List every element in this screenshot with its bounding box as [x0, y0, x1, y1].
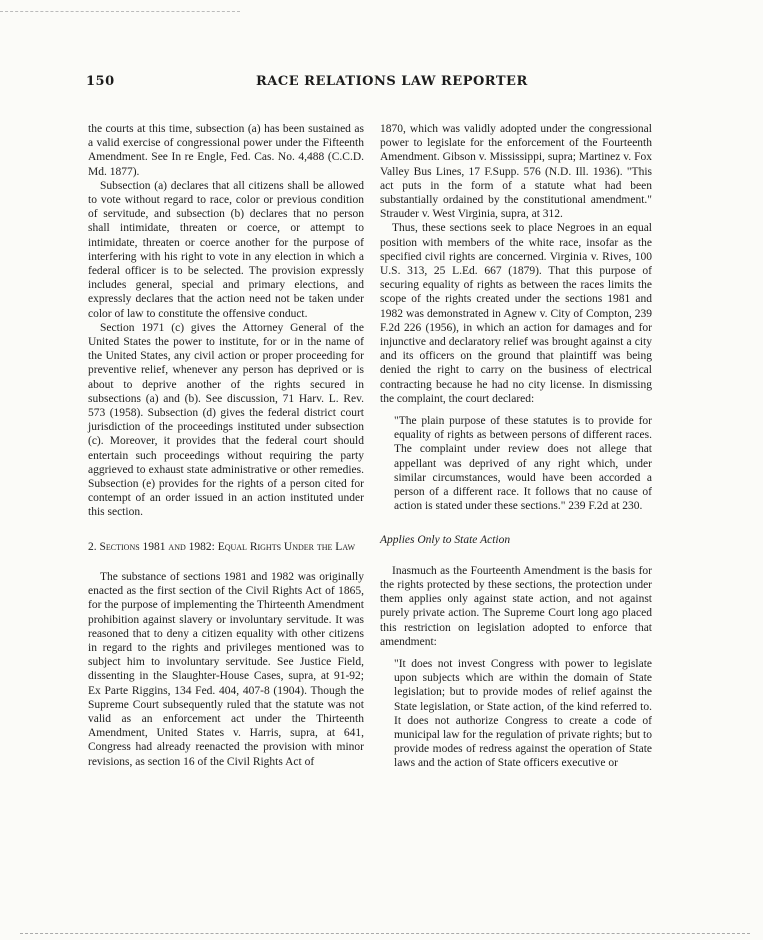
- left-paragraph-3: Section 1971 (c) gives the Attorney General of the United States the power to institute, for or in the name of the United States, any civil action or proper proceeding for preventive relief, whenever any person has deprived or is about to deprive another of the rights secured in subsections (a) and (b). See discussion, 71 Harv. L. Rev. 573 (1958). Subsection (d) gives the federal district court jurisdiction of the proceedings instituted under subsection (c). Moreover, it provides that the federal court should entertain such proceedings without requiring the party aggrieved to exhaust state administrative or other remedies. Subsection (e) provides for the rights of a person cited for contempt of an order issued in an action instituted under this section.: [88, 321, 364, 519]
- bottom-scan-rule: [20, 933, 750, 934]
- right-paragraph-1: 1870, which was validly adopted under the congressional power to legislate for the enforcement of the Fourteenth Amendment. Gibson v. Mississippi, supra; Martinez v. Fox Valley Bus Lines, 17 F.Supp. 576 (N.D. Ill. 1936). "This act puts in the form of a statute what had been substantially ordained by the constitutional amendment." Strauder v. West Virginia, supra, at 312.: [380, 123, 652, 221]
- right-paragraph-3: Inasmuch as the Fourteenth Amendment is the basis for the rights protected by these sections, the protection under them applies only against state action, and not against purely private action. The Supreme Court long ago placed this restriction on legislation adopted to enforce that amendment:: [380, 564, 652, 648]
- left-column: [88, 122, 364, 769]
- page-number: 150: [86, 74, 115, 89]
- left-paragraph-4: The substance of sections 1981 and 1982 was originally enacted as the first section of the Civil Rights Act of 1865, for the purpose of implementing the Thirteenth Amendment prohibition against slavery or involuntary servitude. It was reasoned that to deny a citizen equality with other citizens in regard to the rights and privileges mentioned was to subject him to involuntary servitude. See Justice Field, dissenting in the Slaughter-House Cases, supra, at 91-92; Ex Parte Riggins, 134 Fed. 404, 407-8 (1904). Though the Supreme Court subsequently ruled that the statute was not valid as an enforcement act under the Thirteenth Amendment, United States v. Harris, supra, at 641, Congress had already reenacted the provision with minor revisions, as section 16 of the Civil Rights Act of: [88, 570, 364, 768]
- subheading: Applies Only to State Action: [380, 534, 511, 547]
- right-column: [380, 122, 652, 781]
- running-title: RACE RELATIONS LAW REPORTER: [256, 74, 528, 89]
- section-heading: 2. Sections 1981 and 1982: Equal Rights Under the Law: [88, 540, 356, 553]
- block-quote-2: "It does not invest Congress with power to legislate upon subjects which are within the domain of State legislation; but to provide modes of relief against the State legislation, or State action, of the kind referred to. It does not authorize Congress to create a code of municipal law for the regulation of private rights; but to provide modes of redress against the operation of State laws and the action of State officers executive or: [394, 657, 652, 770]
- page-header: [86, 74, 686, 94]
- left-paragraph-2: Subsection (a) declares that all citizens shall be allowed to vote without regard to race, color or previous condition of servitude, and subsection (b) declares that no person shall intimidate, threaten or coerce, or attempt to intimidate, threaten or coerce another for the purpose of interfering with his right to vote in any election in which a federal officer is to be selected. The provision expressly includes general, special and primary elections, and expressly declares that the action need not be taken under color of law to constitute the offensive conduct.: [88, 179, 364, 320]
- block-quote-1: "The plain purpose of these statutes is to provide for equality of rights as between persons of different races. The complaint under review does not allege that appellant was deprived of any right which, under similar circumstances, would have been accorded a person of a different race. It follows that no cause of action is stated under these sections." 239 F.2d at 230.: [394, 415, 652, 513]
- left-paragraph-1: the courts at this time, subsection (a) has been sustained as a valid exercise of congressional power under the Fifteenth Amendment. See In re Engle, Fed. Cas. No. 4,488 (C.C.D. Md. 1877).: [88, 123, 364, 178]
- top-scan-rule: [0, 11, 240, 12]
- right-paragraph-2: Thus, these sections seek to place Negroes in an equal position with members of the white race, insofar as the specified civil rights are concerned. Virginia v. Rives, 100 U.S. 313, 25 L.Ed. 667 (1879). That this purpose of securing equality of rights as between the races limits the scope of the rights created under the sections 1981 and 1982 was demonstrated in Agnew v. City of Compton, 239 F.2d 226 (1956), in which an action for damages and for injunctive and declaratory relief was brought against a city and its officers on the ground that plaintiff was being denied the right to carry on the business of electrical contracting because he had no city license. In dismissing the complaint, the court declared:: [380, 222, 652, 405]
